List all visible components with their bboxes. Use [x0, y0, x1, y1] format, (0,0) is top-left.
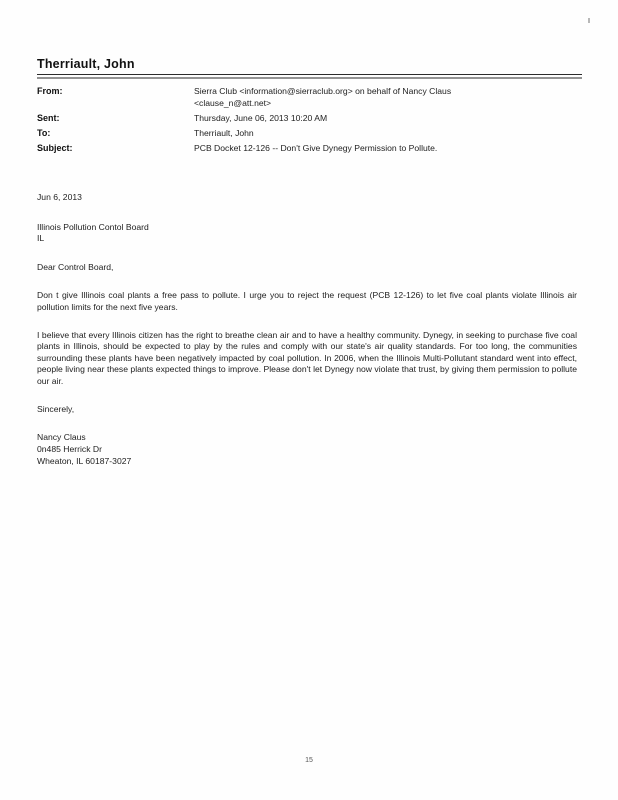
email-field-subject-label: Subject: [37, 142, 73, 153]
email-field-sent-label: Sent: [37, 112, 60, 123]
email-field-from-label: From: [37, 86, 63, 96]
email-body [37, 192, 582, 467]
email-field-to [37, 128, 585, 140]
letter-paragraph-2: I believe that every Illinois citizen has the right to breathe clean air and to have a healthy community. Dynegy, in seeking to purchase five coal plants in Illinois, should be expected to play by the rules and comply with our state's air quality standards. For too long, the communities surrounding these plants have been negatively impacted by coal pollution. In 2006, when the Illinois Multi-Pollutant standard went into effect, people living near these plants expected things to improve. Please don't let Dynegy now violate that trust, by giving them permission to pollute our air. [37, 329, 577, 386]
header-divider-secondary [37, 77, 582, 79]
email-field-from-value [194, 86, 585, 109]
recipient-address [37, 222, 582, 245]
email-field-subject-value: PCB Docket 12-126 -- Don't Give Dynegy Permission to Pollute. [194, 142, 438, 153]
scan-artifact [588, 18, 590, 23]
email-field-subject [37, 143, 585, 155]
letter-paragraph-1: Don t give Illinois coal plants a free pass to pollute. I urge you to reject the request (PCB 12-126) to let five coal plants violate Illinois air pollution limits for the next five years. [37, 290, 577, 312]
letter-signature [37, 431, 582, 467]
letter-date: Jun 6, 2013 [37, 192, 82, 202]
email-field-sent [37, 113, 585, 125]
email-field-sent-value: Thursday, June 06, 2013 10:20 AM [194, 112, 328, 123]
page-number: 15 [305, 757, 313, 764]
email-field-from [37, 86, 585, 109]
signature-city-state-zip: Wheaton, IL 60187-3027 [37, 456, 132, 467]
signature-name: Nancy Claus [37, 432, 86, 443]
email-header-fields [37, 86, 585, 158]
email-field-from-value-line1: Sierra Club <information@sierraclub.org> on behalf of Nancy Claus [194, 86, 452, 96]
header-divider [37, 74, 582, 75]
letter-salutation: Dear Control Board, [37, 261, 114, 272]
email-field-to-value: Therriault, John [194, 127, 254, 138]
recipient-line-1: Illinois Pollution Contol Board [37, 221, 149, 232]
page-title: Therriault, John [37, 57, 135, 71]
email-field-to-label: To: [37, 127, 51, 138]
email-field-from-value-line2: <clause_n@att.net> [194, 97, 272, 108]
letter-closing: Sincerely, [37, 403, 75, 414]
recipient-line-2: IL [37, 233, 45, 244]
signature-street: 0n485 Herrick Dr [37, 444, 102, 455]
